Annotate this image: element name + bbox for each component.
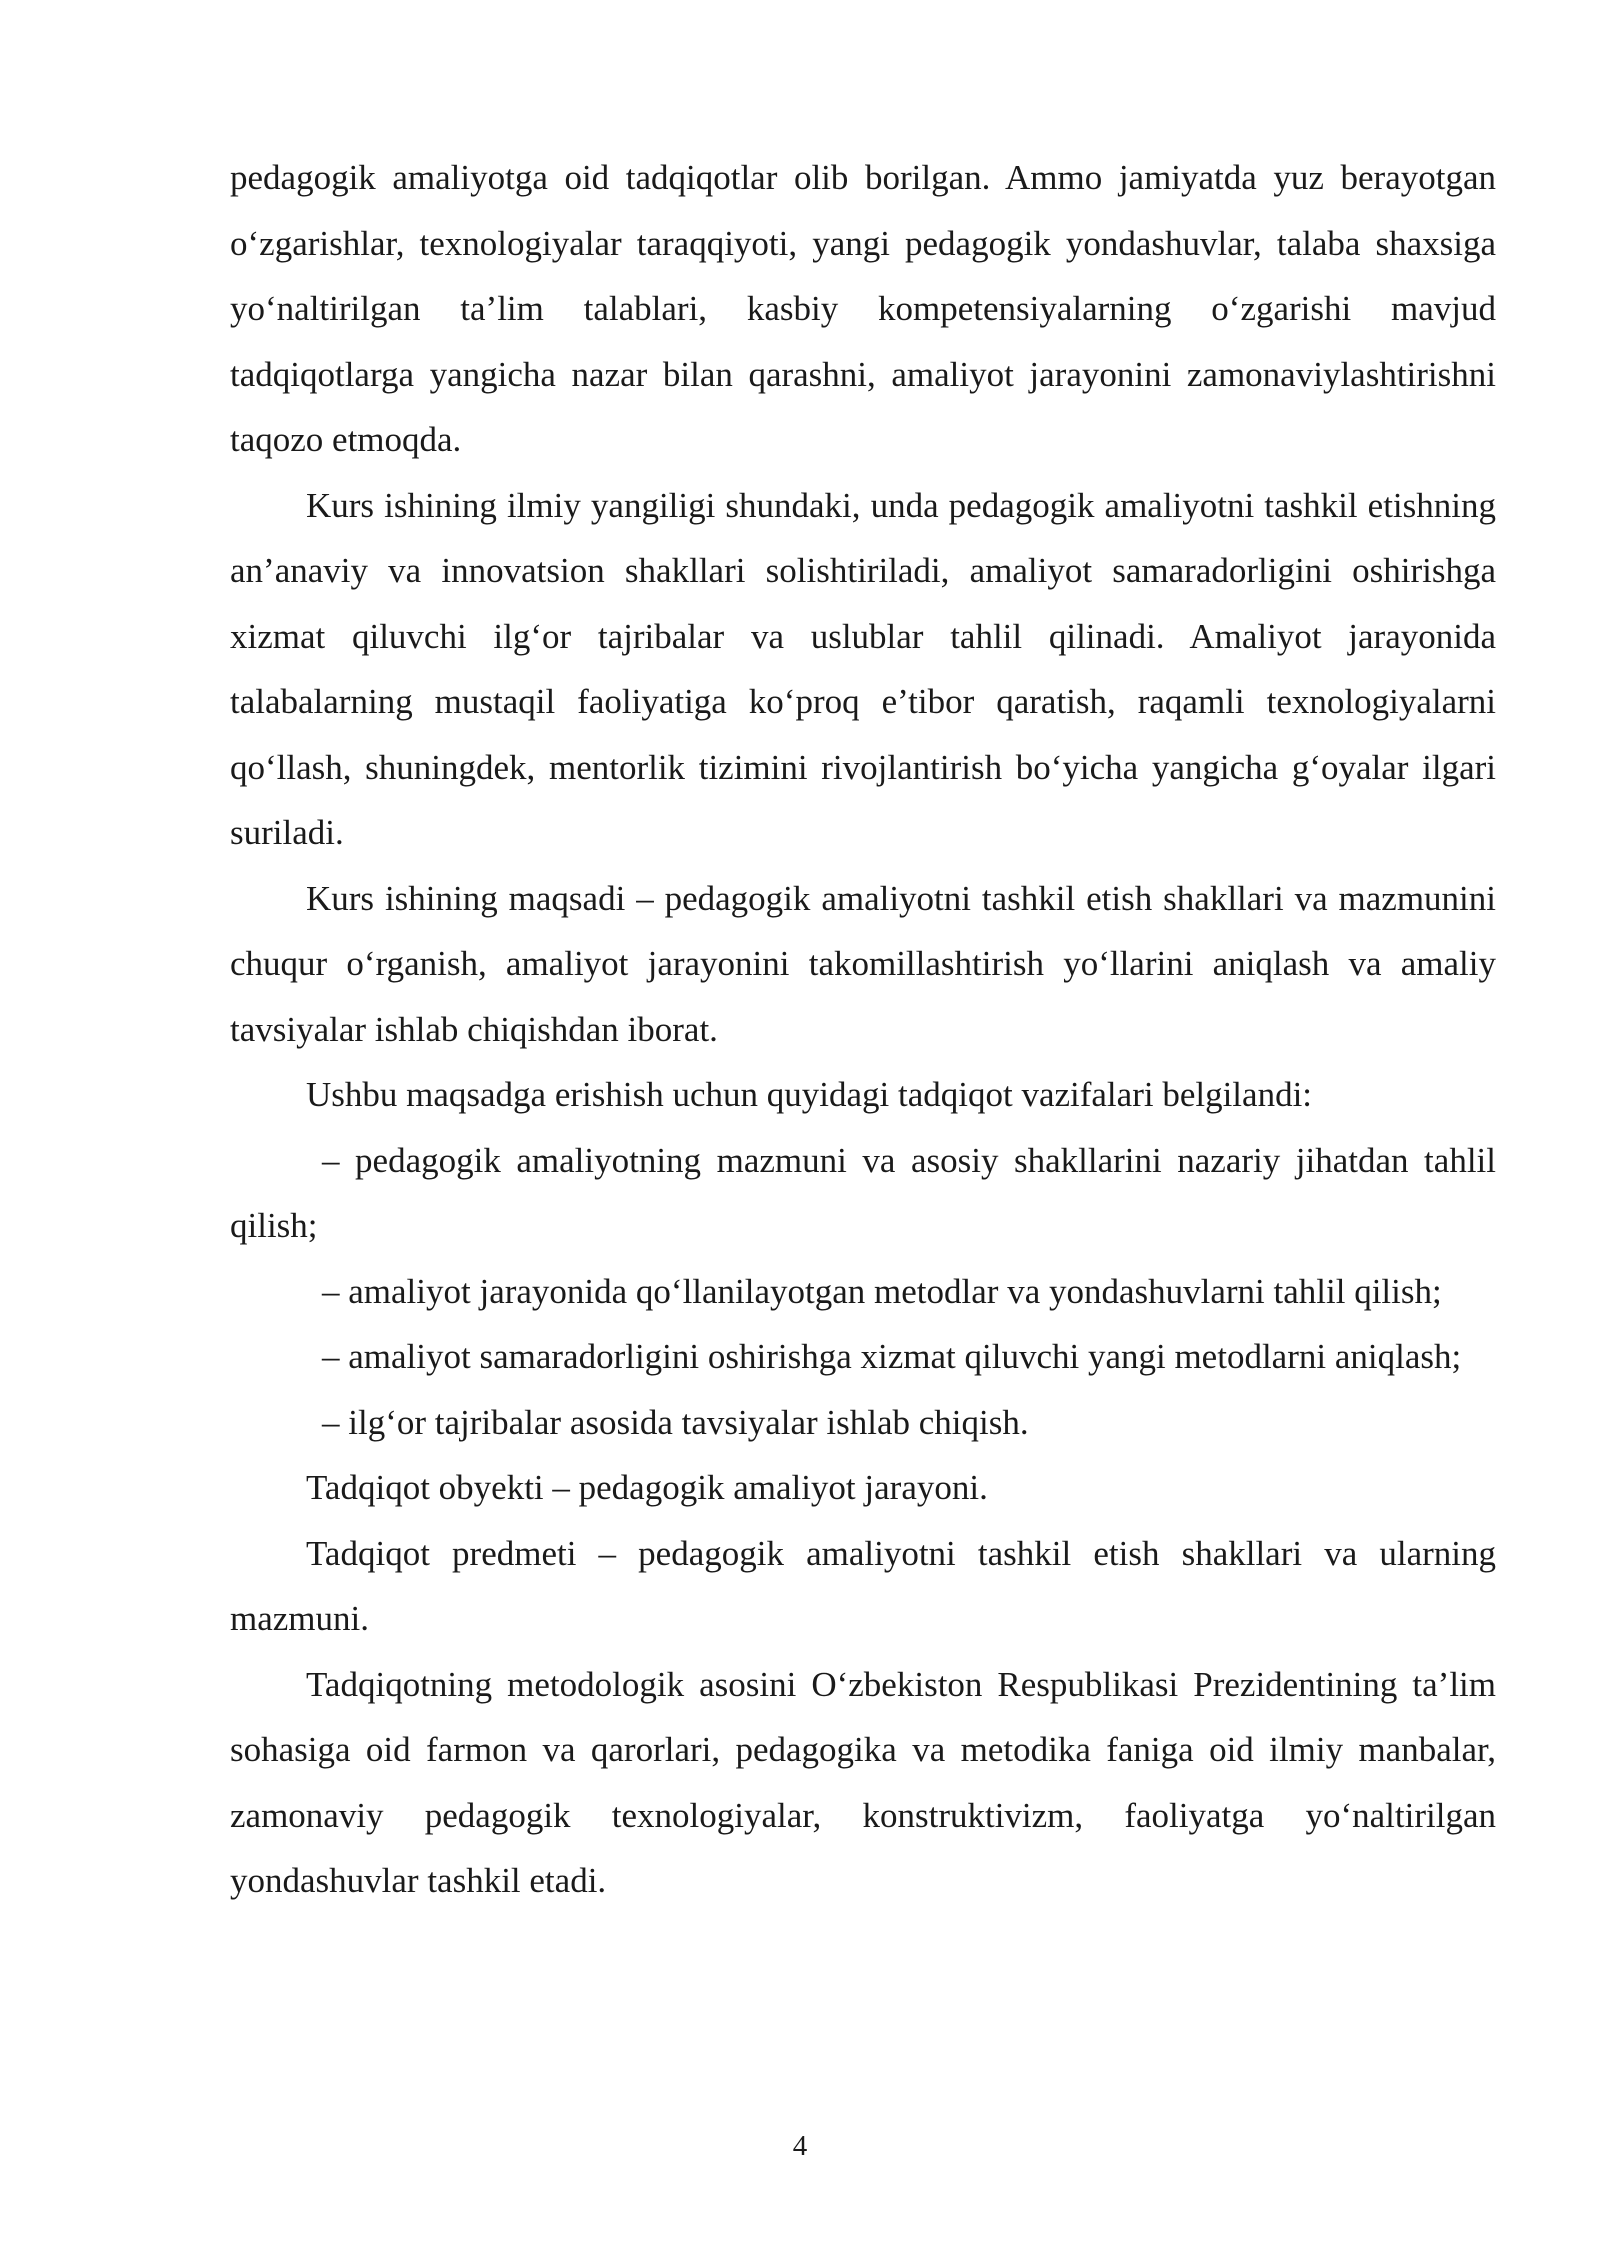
document-body [230, 145, 1496, 1914]
list-item-task-2: – amaliyot jarayonida qo‘llanilayotgan metodlar va yondashuvlarni tahlil qilish; [322, 1271, 1442, 1311]
paragraph-methodological-basis: Tadqiqotning metodologik asosini O‘zbekiston Respublikasi Prezidentining ta’lim sohasiga oid farmon va qarorlari, pedagogika va metodika faniga oid ilmiy manbalar, zamonaviy pedagogik texnologiyalar, konstruktivizm, faoliyatga yo‘naltirilgan yondashuvlar tashkil etadi. [230, 1664, 1496, 1900]
list-item-task-1: – pedagogik amaliyotning mazmuni va asosiy shakllarini nazariy jihatdan tahlil qilish; [230, 1140, 1496, 1245]
paragraph-intro-continuation: pedagogik amaliyotga oid tadqiqotlar olib borilgan. Ammo jamiyatda yuz berayotgan o‘zgarishlar, texnologiyalar taraqqiyoti, yangi pedagogik yondashuvlar, talaba shaxsiga yo‘naltirilgan ta’lim talablari, kasbiy kompetensiyalarning o‘zgarishi mavjud tadqiqotlarga yangicha nazar bilan qarashni, amaliyot jarayonini zamonaviylashtirishni taqozo etmoqda. [230, 158, 1496, 459]
list-item-task-4: – ilg‘or tajribalar asosida tavsiyalar ishlab chiqish. [322, 1402, 1029, 1442]
list-item-task-3: – amaliyot samaradorligini oshirishga xizmat qiluvchi yangi metodlarni aniqlash; [322, 1337, 1462, 1376]
paragraph-research-object: Tadqiqot obyekti – pedagogik amaliyot jarayoni. [306, 1468, 988, 1507]
paragraph-research-goal: Kurs ishining maqsadi – pedagogik amaliyotni tashkil etish shakllari va mazmunini chuqur o‘rganish, amaliyot jarayonini takomillashtirish yo‘llarini aniqlash va amaliy tavsiyalar ishlab chiqishdan iborat. [230, 878, 1496, 1049]
paragraph-scientific-novelty: Kurs ishining ilmiy yangiligi shundaki, unda pedagogik amaliyotni tashkil etishning an’anaviy va innovatsion shakllari solishtiriladi, amaliyot samaradorligini oshirishga xizmat qiluvchi ilg‘or tajribalar va uslublar tahlil qilinadi. Amaliyot jarayonida talabalarning mustaqil faoliyatiga ko‘proq e’tibor qaratish, raqamli texnologiyalarni qo‘llash, shuningdek, mentorlik tizimini rivojlantirish bo‘yicha yangicha g‘oyalar ilgari suriladi. [230, 485, 1496, 852]
paragraph-research-tasks-intro: Ushbu maqsadga erishish uchun quyidagi tadqiqot vazifalari belgilandi: [306, 1075, 1313, 1114]
paragraph-research-subject: Tadqiqot predmeti – pedagogik amaliyotni tashkil etish shakllari va ularning mazmuni. [230, 1533, 1496, 1638]
page-number: 4 [792, 2130, 808, 2162]
